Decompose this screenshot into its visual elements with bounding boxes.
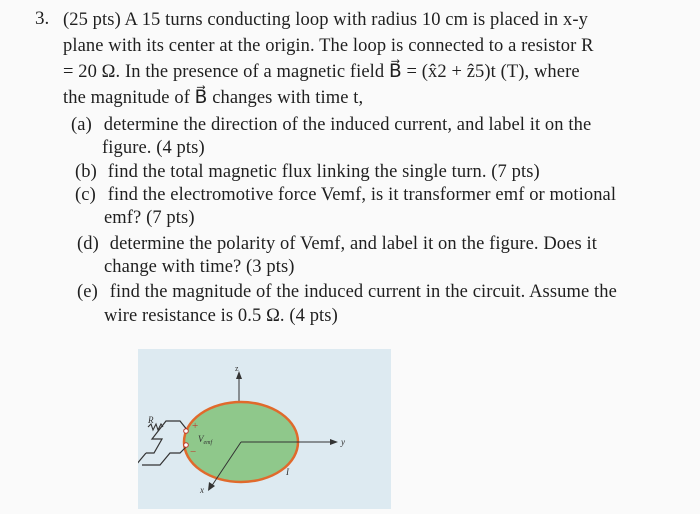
plus-sign: + [192, 420, 199, 432]
part-c-text-2: emf? (7 pts) [104, 208, 195, 228]
part-a-text-2: figure. (4 pts) [102, 138, 205, 158]
part-c-text-1: find the electromotive force Vemf, is it transformer emf or motional [107, 185, 617, 205]
y-axis-arrowhead [330, 439, 338, 445]
resistor-link-wire [138, 453, 146, 465]
intro-line-1: (25 pts) A 15 turns conducting loop with radius 10 cm is placed in x-y [63, 10, 588, 30]
part-d-label: (d) [77, 234, 99, 254]
resistor-label: R [148, 415, 154, 425]
minus-sign: − [190, 446, 197, 458]
part-b-text-1: find the total magnetic flux linking the single turn. (7 pts) [107, 162, 540, 182]
top-lead-wire [146, 421, 188, 453]
y-axis-label: y [341, 437, 345, 447]
part-e [77, 280, 617, 304]
part-e-label: (e) [77, 282, 98, 302]
intro-line-4: the magnitude of B⃗ changes with time t, [63, 88, 364, 108]
loop-figure [138, 349, 391, 509]
part-a-text-1: determine the direction of the induced current, and label it on the [103, 115, 592, 135]
part-c-label: (c) [75, 185, 96, 205]
part-d [77, 232, 597, 256]
loop-diagram [138, 349, 391, 509]
terminal-negative [184, 443, 189, 448]
bottom-lead-wire [142, 445, 188, 465]
current-label: I [286, 467, 289, 477]
part-b-label: (b) [75, 162, 97, 182]
part-a [71, 113, 591, 137]
part-b [75, 160, 540, 184]
problem-number: 3. [35, 8, 50, 29]
intro-line-3: = 20 Ω. In the presence of a magnetic field B⃗ = (x̂2 + ẑ5)t (T), where [63, 62, 580, 82]
intro-line-2: plane with its center at the origin. The loop is connected to a resistor R [63, 36, 594, 56]
z-axis-label: z [235, 364, 239, 373]
x-axis-label: x [200, 485, 204, 495]
terminal-positive [184, 429, 189, 434]
vemf-label: $V_{emf}$ [198, 434, 213, 446]
part-d-text-2: change with time? (3 pts) [104, 257, 295, 277]
part-c [75, 183, 616, 207]
part-a-label: (a) [71, 115, 92, 135]
part-e-text-1: find the magnitude of the induced current in the circuit. Assume the [109, 282, 617, 302]
part-d-text-1: determine the polarity of Vemf, and label it on the figure. Does it [109, 234, 597, 254]
part-e-text-2: wire resistance is 0.5 Ω. (4 pts) [104, 306, 338, 326]
